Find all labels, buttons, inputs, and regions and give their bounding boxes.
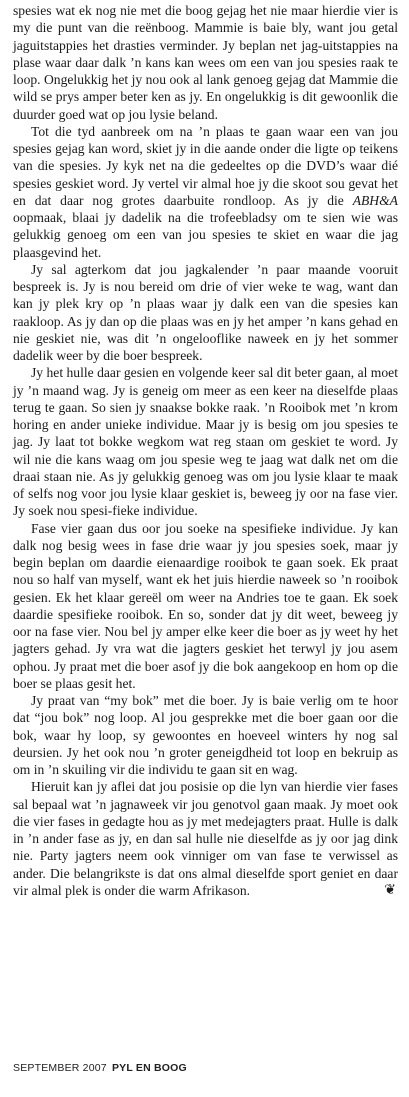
page-footer <box>13 1062 187 1074</box>
footer-date: SEPTEMBER 2007 <box>13 1062 107 1074</box>
magazine-title-italic: ABH&A <box>352 192 398 208</box>
article-paragraph-7 <box>13 778 398 899</box>
footer-magazine-name: PYL EN BOOG <box>111 1062 187 1074</box>
end-of-article-icon: ❦ <box>384 882 396 898</box>
article-paragraph-5: Fase vier gaan dus oor jou soeke na spesifieke individue. Jy kan dalk nog besig wees in fase drie waar jy jou spesies soek, maar jy begin beplan om daardie eienaardige rooibok te gaan soek. Ek praat nou so half van myself, want ek het juis hierdie naweek so ’n rooibok gesien. Ek het klaar gereël om weer na Andries toe te gaan. Ek soek daardie spesifieke rooibok. En so, sonder dat jy dit weet, beweeg jy oor na fase vier. Nou bel jy amper elke keer die boer as jy weet hy het jagters gehad. Jy vra wat die jagters geskiet het terwyl jy jou asem ophou. Jy praat met die boer asof jy die bok aangekoop en hom op die boer se plaas gesit het. <box>13 520 398 691</box>
article-paragraph-4: Jy het hulle daar gesien en volgende keer sal dit beter gaan, al moet jy ’n maand wag. Jy is geneig om meer as een keer na dieselfde plaas terug te gaan. So sien jy snaakse bokke raak. ’n Rooibok met ’n krom horing en ander unieke individue. Maar jy is besig om jou spesies te jag. Jy laat tot bokke wegkom wat reg staan om geskiet te word. Jy wil nie die kans waag om jou spesie weg te jaag wat dalk net om die draai staan nie. As jy gelukkig genoeg was om jou lysie klaar te maak of selfs nog voor jou lysie klaar geskiet is, beweeg jy oor na fase vier. Jy soek nou spesi-fieke individue. <box>13 365 398 519</box>
article-paragraph-3: Jy sal agterkom dat jou jagkalender ’n paar maande vooruit bespreek is. Jy is nou bereid om drie of vier weke te wag, want dan kan jy plek kry op ’n plaas waar jy dalk een van die spesies kan raakloop. As jy dan op die plaas was en jy het amper ’n kans gehad en nie geskiet nie, was dit ’n ongelooflike naweek en jy het sommer dadelik weer by die boer bespreek. <box>13 261 398 363</box>
article-paragraph-2: Tot die tyd aanbreek om na ’n plaas te gaan waar een van jou spesies gejag kan word, skiet jy in die aande onder die ligte op teikens van die spesies. Jy kyk net na die gedeeltes op die DVD’s waar dié spesies geskiet word. Jy vertel vir almal hoe jy die skoot sou gevat het en dat daar nog grotes daarbuite rondloop. As jy die ABH&A oopmaak, blaai jy dadelik na die trofeebladsy om te sien wie was gelukkig genoeg om een van jou spesies te skiet en waar die jag plaasgevind het. <box>13 123 398 260</box>
article-paragraph-6: Jy praat van “my bok” met die boer. Jy is baie verlig om te hoor dat “jou bok” nog loop. Al jou gesprekke met die boer gaan oor die bok, waar hy loop, sy gewoontes en hoeveel winters hy nog sal deursien. Jy het ook nou ’n groter geneigdheid tot loop en bekruip as om in ’n skuiling vir die individu te gaan sit en wag. <box>13 693 398 777</box>
article-paragraph-7-text: Hieruit kan jy aflei dat jou posisie op die lyn van hierdie vier fases sal bepaal wat ’n jagnaweek vir jou genotvol gaan maak. Jy moet ook die vier fases in gedagte hou as jy met medejagters praat. Hulle is dalk in ’n ander fase as jy, en dan sal hulle nie dieselfde as jy oor jag dink nie. Party jagters neem ook vinniger om van fase te verwissel as ander. Die belangrikste is dat ons almal dieselfde sport geniet en daar vir almal plek is onder die warm Afrikason. <box>13 779 398 898</box>
article-body <box>13 2 398 899</box>
article-paragraph-1: spesies wat ek nog nie met die boog gejag het nie maar hierdie vier is my die punt van die reënboog. Mammie is baie bly, want jou getal jaguitstappies het drasties verminder. Jy beplan net jag-uitstappies na plase waar daar dalk ’n kans kan wees om een van jou spesies raak te loop. Ongelukkig het jy nou ook al lank genoeg gejag dat Mammie die wild se prys amper beter ken as jy. En ongelukkig is dit gewoonlik die duurder goed wat op jou lysie beland. <box>13 3 398 122</box>
